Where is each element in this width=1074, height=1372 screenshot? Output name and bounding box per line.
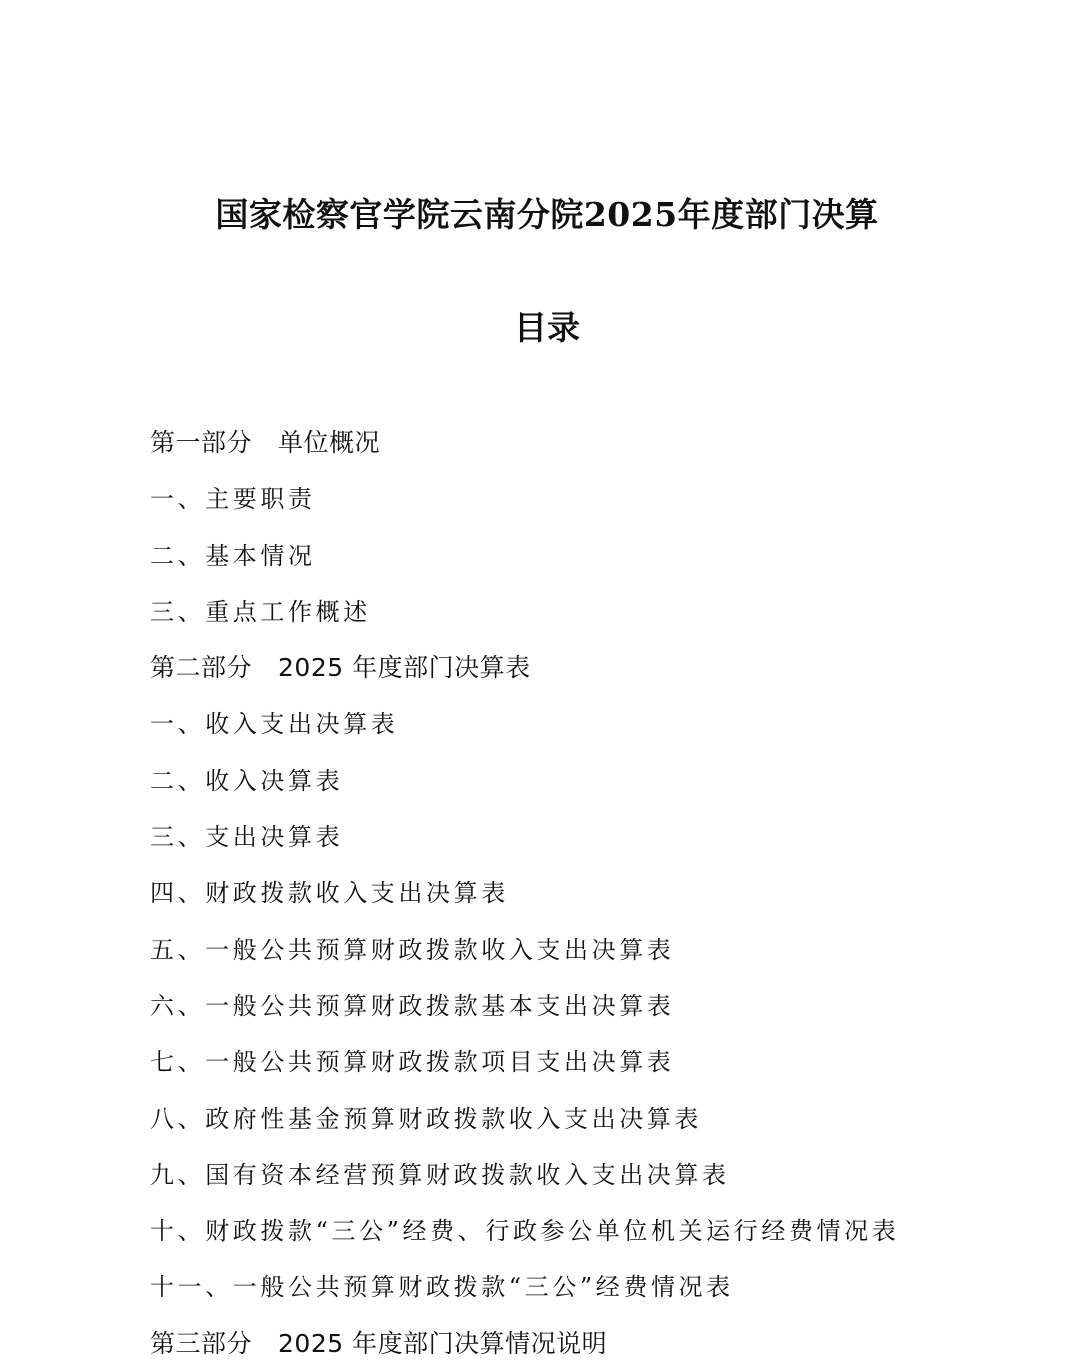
toc-item: 二、基本情况 xyxy=(150,541,316,570)
toc-item: 三、支出决算表 xyxy=(150,823,344,852)
toc-item: 十一、一般公共预算财政拨款“三公”经费情况表 xyxy=(150,1273,734,1302)
toc-part-2 xyxy=(150,640,1050,696)
toc-heading: 目录 xyxy=(514,308,580,347)
toc-part-title: 2025 年度部门决算情况说明 xyxy=(278,1328,608,1358)
toc-item: 五、一般公共预算财政拨款收入支出决算表 xyxy=(150,935,675,964)
toc-part-title: 单位概况 xyxy=(278,428,381,457)
toc-item: 六、一般公共预算财政拨款基本支出决算表 xyxy=(150,991,675,1020)
toc-item: 三、重点工作概述 xyxy=(150,597,371,626)
table-of-contents xyxy=(150,415,1050,1372)
document-title: 国家检察官学院云南分院2025年度部门决算 xyxy=(215,195,879,234)
toc-item: 九、国有资本经营预算财政拨款收入支出决算表 xyxy=(150,1160,730,1189)
toc-item: 七、一般公共预算财政拨款项目支出决算表 xyxy=(150,1048,675,1077)
toc-item: 十、财政拨款“三公”经费、行政参公单位机关运行经费情况表 xyxy=(150,1217,900,1246)
toc-part-number: 第一部分 xyxy=(150,428,253,457)
toc-item: 八、政府性基金预算财政拨款收入支出决算表 xyxy=(150,1104,702,1133)
toc-item: 二、收入决算表 xyxy=(150,766,344,795)
toc-part-1 xyxy=(150,415,1050,471)
toc-part-number: 第二部分 xyxy=(150,653,253,683)
toc-part-title: 2025 年度部门决算表 xyxy=(278,653,531,683)
toc-item: 四、财政拨款收入支出决算表 xyxy=(150,879,509,908)
toc-item: 一、收入支出决算表 xyxy=(150,710,399,739)
toc-item: 一、主要职责 xyxy=(150,485,316,514)
toc-part-number: 第三部分 xyxy=(150,1328,253,1358)
